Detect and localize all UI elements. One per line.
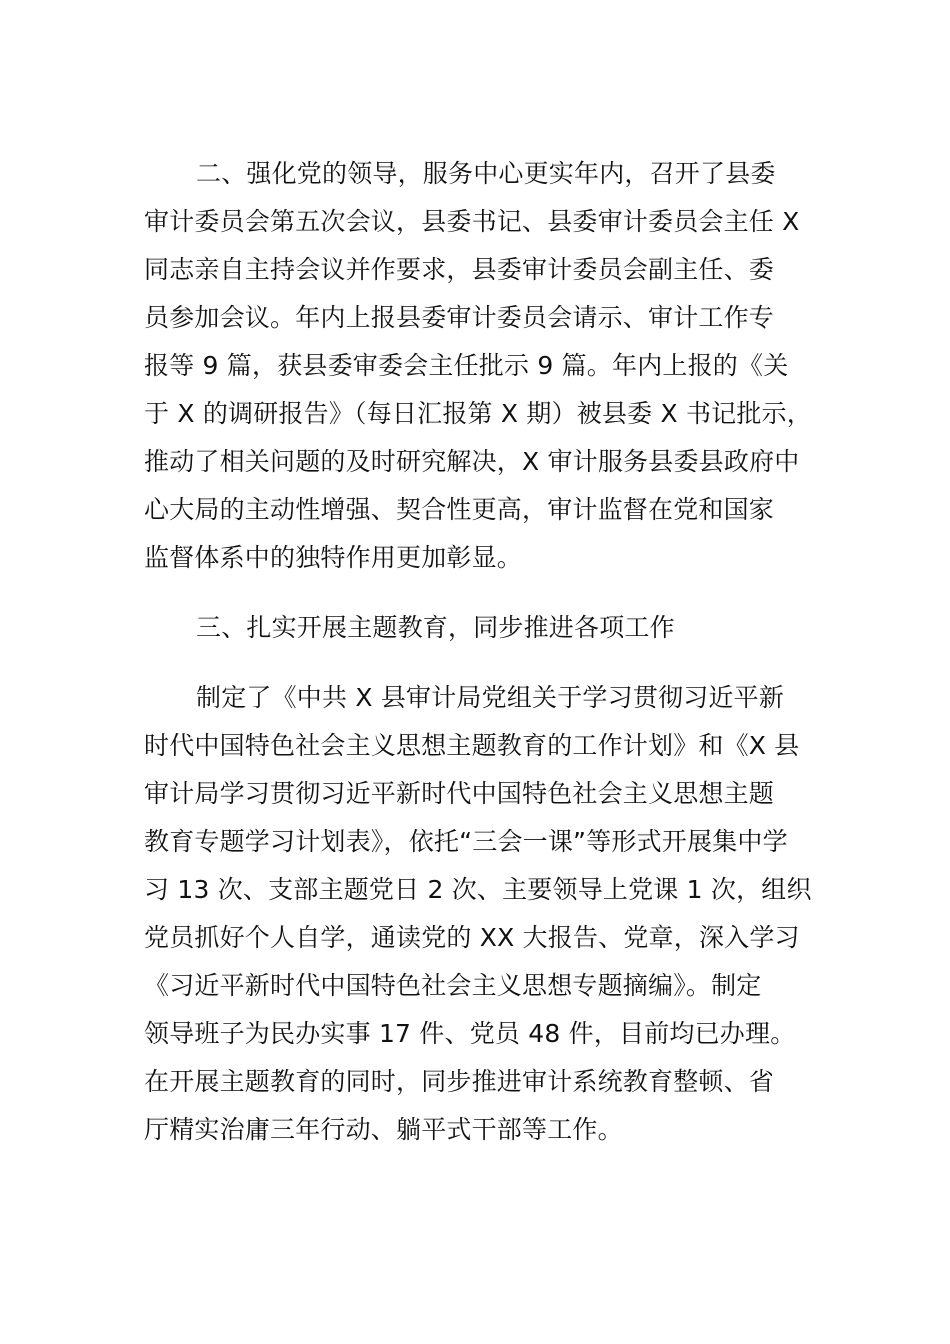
paragraph-spacer xyxy=(144,582,814,604)
paragraph-line: 心大局的主动性增强、契合性更高，审计监督在党和国家 xyxy=(144,495,775,524)
paragraph-line: 员参加会议。年内上报县委审计委员会请示、审计工作专 xyxy=(144,303,775,332)
paragraph-line: 在开展主题教育的同时，同步推进审计系统教育整顿、省 xyxy=(144,1067,775,1096)
section-heading: 三、扎实开展主题教育，同步推进各项工作 xyxy=(196,613,675,642)
paragraph-spacer xyxy=(144,652,814,674)
paragraph-line: 审计局学习贯彻习近平新时代中国特色社会主义思想主题 xyxy=(144,779,775,808)
paragraph-line: 监督体系中的独特作用更加彰显。 xyxy=(144,543,523,572)
paragraph-line: 推动了相关问题的及时研究解决，X 审计服务县委县政府中 xyxy=(144,447,800,476)
document-body xyxy=(144,150,814,1154)
paragraph-line: 同志亲自主持会议并作要求，县委审计委员会副主任、委 xyxy=(144,255,775,284)
paragraph-line: 于 X 的调研报告》（每日汇报第 X 期）被县委 X 书记批示， xyxy=(144,399,812,428)
section-three-paragraph xyxy=(144,674,814,1154)
paragraph-line: 时代中国特色社会主义思想主题教育的工作计划》和《X 县 xyxy=(144,731,800,760)
paragraph-line: 习 13 次、支部主题党日 2 次、主要领导上党课 1 次，组织 xyxy=(144,875,812,904)
paragraph-line: 教育专题学习计划表》，依托“三会一课”等形式开展集中学 xyxy=(144,827,788,856)
paragraph-line: 领导班子为民办实事 17 件、党员 48 件，目前均已办理。 xyxy=(144,1019,796,1048)
paragraph-line: 报等 9 篇，获县委审委会主任批示 9 篇。年内上报的《关 xyxy=(144,351,789,380)
section-two-paragraph xyxy=(144,150,814,582)
paragraph-line: 厅精实治庸三年行动、躺平式干部等工作。 xyxy=(144,1115,623,1144)
paragraph-line: 制定了《中共 X 县审计局党组关于学习贯彻习近平新 xyxy=(196,683,785,712)
paragraph-line: 党员抓好个人自学，通读党的 XX 大报告、党章，深入学习 xyxy=(144,923,800,952)
paragraph-line: 二、强化党的领导，服务中心更实年内，召开了县委 xyxy=(196,159,776,188)
section-three-heading xyxy=(144,604,814,652)
paragraph-line: 审计委员会第五次会议，县委书记、县委审计委员会主任 X xyxy=(144,207,800,236)
paragraph-line: 《习近平新时代中国特色社会主义思想专题摘编》。制定 xyxy=(144,971,762,1000)
